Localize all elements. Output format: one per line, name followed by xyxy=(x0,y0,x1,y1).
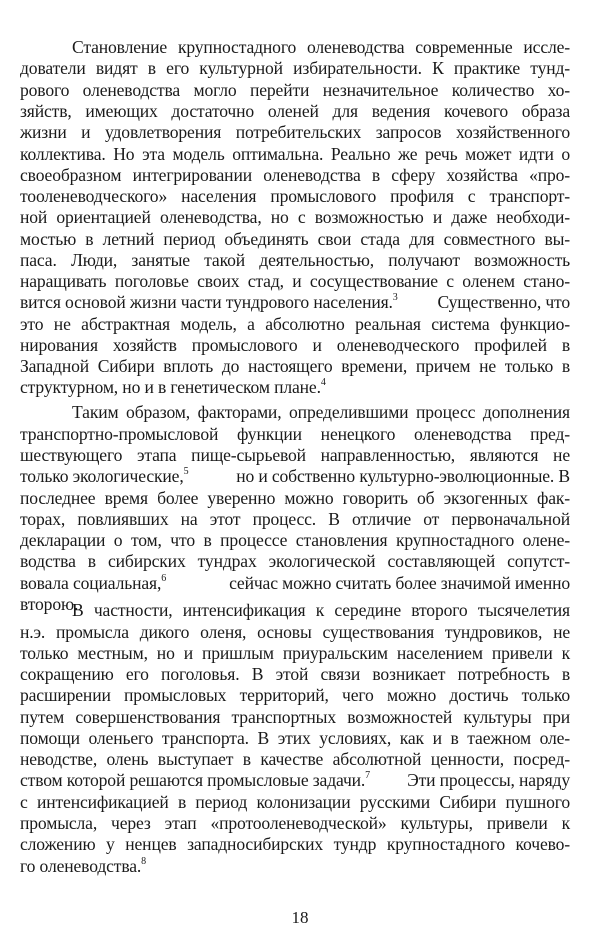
text-line: декларации о том, что в процессе становления крупностадного олене- xyxy=(20,530,570,550)
text-line: В частности, интенсификация к середине второго тысячелетия xyxy=(72,600,570,620)
text-line: второю. xyxy=(20,594,79,614)
text-fragment: вовала социальная, xyxy=(20,573,162,593)
text-line: промысла, через этап «протооленеводческой» культуры, привели к xyxy=(20,813,570,833)
text-line xyxy=(20,377,570,398)
text-fragment: ством которой решаются промысловые задачи. xyxy=(20,770,366,790)
footnote-ref: 7 xyxy=(365,770,371,781)
text-line: только местным, но и пришлым приуральским населением привели к xyxy=(20,643,570,663)
text-fragment: структурном, но и в генетическом плане. xyxy=(20,377,321,397)
text-line: сложению у ненцев западносибирских тундр крупностадного кочево- xyxy=(20,834,570,854)
text-fragment: вится основой жизни части тундрового населения. xyxy=(20,292,393,312)
footnote-ref: 3 xyxy=(392,292,398,303)
text-line: Таким образом, факторами, определившими процесс дополнения xyxy=(72,402,570,422)
page-number: 18 xyxy=(291,908,309,927)
footnote-ref: 5 xyxy=(183,466,189,477)
text-line: помощи оленьего транспорта. В этих условиях, как и в таежном оле- xyxy=(20,728,570,748)
text-line: рового оленеводства могло перейти незначительное количество хо- xyxy=(20,80,570,100)
text-line xyxy=(20,770,570,791)
text-fragment: го оленеводства. xyxy=(20,856,142,876)
text-line: ной ориентацией оленеводства, но с возможностью и даже необходи- xyxy=(20,207,570,227)
text-line: жизни и удовлетворения потребительских запросов хозяйственного xyxy=(20,122,570,142)
text-line xyxy=(20,573,570,594)
text-line: зяйств, имеющих достаточно оленей для ведения кочевого образа xyxy=(20,101,570,121)
text-line: тооленеводческого» населения промыслового профиля с транспорт- xyxy=(20,186,570,206)
text-line: последнее время более уверенно можно говорить об экзогенных фак- xyxy=(20,488,570,508)
text-line: дователи видят в его культурной избирательности. К практике тунд- xyxy=(20,58,570,78)
text-line: нирования хозяйств промыслового и оленеводческого профилей в xyxy=(20,335,570,355)
footnote-ref: 4 xyxy=(320,377,326,388)
footnote-ref: 8 xyxy=(141,856,147,867)
text-line: мостью в летний период объединять свои стада для совместного вы- xyxy=(20,229,570,249)
text-fragment: Эти процессы, наряду xyxy=(407,770,570,790)
text-line xyxy=(20,856,570,877)
text-line: расширении промысловых территорий, чего можно достичь только xyxy=(20,685,570,705)
text-fragment: но и собственно культурно-эволюционные. В xyxy=(236,466,570,486)
text-fragment: Существенно, что xyxy=(437,292,570,312)
text-line: паса. Люди, занятые такой деятельностью, получают возможность xyxy=(20,250,570,270)
text-line: наращивать поголовье своих стад, и сосуществование с оленем стано- xyxy=(20,271,570,291)
text-line: торах, повлиявших на этот процесс. В отличие от первоначальной xyxy=(20,509,570,529)
text-line: своеобразном интегрировании оленеводства в сферу хозяйства «про- xyxy=(20,165,570,185)
text-fragment: только экологические, xyxy=(20,466,184,486)
text-line: Становление крупностадного оленеводства современные иссле- xyxy=(72,37,570,57)
text-line xyxy=(20,292,570,313)
text-fragment: сейчас можно считать более значимой именно xyxy=(229,573,570,593)
text-line: это не абстрактная модель, а абсолютно реальная система функцио- xyxy=(20,314,570,334)
text-line: неводстве, олень выступает в качестве абсолютной ценности, посред- xyxy=(20,749,570,769)
text-line: транспортно-промысловой функции ненецкого оленеводства пред- xyxy=(20,424,570,444)
text-line: Западной Сибири вплоть до настоящего времени, причем не только в xyxy=(20,356,570,376)
text-line: шествующего этапа пище-сырьевой направленностью, являются не xyxy=(20,445,570,465)
text-line: сокращению его поголовья. В этой связи возникает потребность в xyxy=(20,664,570,684)
text-line: с интенсификацией в период колонизации русскими Сибири пушного xyxy=(20,792,570,812)
text-line: н.э. промысла дикого оленя, основы существования тундровиков, не xyxy=(20,622,570,642)
text-line: коллектива. Но эта модель оптимальна. Реально же речь может идти о xyxy=(20,144,570,164)
text-line xyxy=(20,466,570,487)
text-line: путем совершенствования транспортных возможностей культуры при xyxy=(20,707,570,727)
footnote-ref: 6 xyxy=(161,573,167,584)
text-line: водства в сибирских тундрах экологической составляющей сопутст- xyxy=(20,551,570,571)
